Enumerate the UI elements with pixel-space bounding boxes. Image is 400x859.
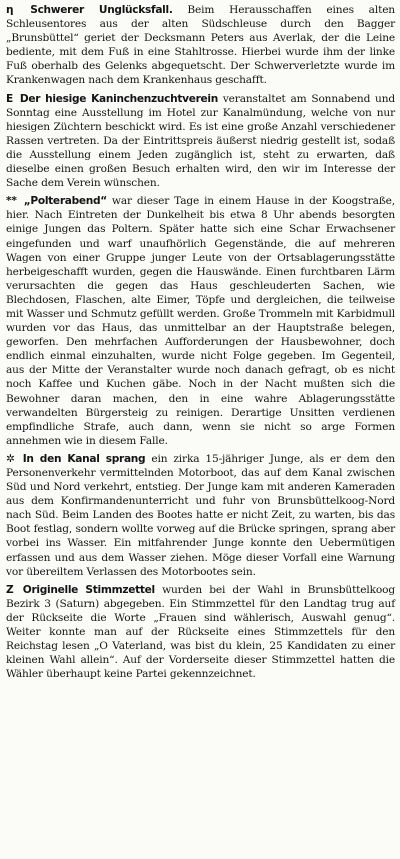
- article-marker: Z: [6, 583, 14, 596]
- article-body: veranstaltet am Sonnabend und Sonntag eine Ausstellung im Hotel zur Kanalmündung, welche von nur hiesigen Züchtern beschickt wird. Es ist eine große Anzahl verschiedener Rassen vertreten. Da der Eintrittspreis äußerst niedrig gestellt ist, sodaß die Ausstellung einem Jeden zugänglich ist, steht zu erwarten, daß dieselbe einen großen Besuch erhalten wird, den wir im Interesse der Sache dem Verein wünschen.: [6, 92, 396, 190]
- article-headline: Der hiesige Kaninchenzuchtverein: [19, 92, 219, 105]
- article-headline: „Polterabend“: [23, 195, 107, 208]
- article-marker: E: [6, 92, 14, 105]
- article-marker: **: [6, 195, 17, 208]
- article-accident: [6, 3, 395, 88]
- article-polterabend: [6, 194, 395, 448]
- article-ballots: [6, 583, 395, 682]
- article-body: war dieser Tage in einem Hause in der Koogstraße, hier. Nach Eintreten der Dunkelheit bis etwa 8 Uhr abends besorgten einige Jungen das Poltern. Später hatte sich eine Schar Erwachsener eingefunden und warf unaufhörlich Gegenstände, die auf mehreren Wagen von einer Gruppe junger Leute von der Ortsablagerungsstätte herbeigeschafft wurden, gegen die Hauswände. Einen furchtbaren Lärm verursachten die gegen das Haus geschleuderten Sachen, wie Blechdosen, Flaschen, alte Eimer, Töpfe und dergleichen, die teilweise mit Wasser und Schmutz gefüllt werden. Große Trommeln mit Karbidmull wurden vor das Haus, das unmittelbar an der Hauptstraße belegen, geworfen. Den mehrfachen Aufforderungen der Hausbewohner, doch endlich einmal einzuhalten, wurde nicht Folge gegeben. Im Gegenteil, aus der Mitte der Veranstalter wurde noch danach gefragt, ob es nicht noch Kaffee und Kuchen gäbe. Noch in der Nacht mußten sich die Bewohner daran machen, den in eine wahre Ablagerungsstätte verwandelten Bürgersteig zu reinigen. Derartige Unsitten verdienen empfindliche Strafe, auch dann, wenn sie nicht so arge Formen annehmen wie in diesem Falle.: [6, 195, 395, 447]
- article-headline: Schwerer Unglücksfall.: [30, 4, 173, 16]
- article-marker: ✲: [6, 452, 15, 465]
- article-body: ein zirka 15-jähriger Junge, als er dem den Personenverkehr vermittelnden Motorboot, das auf dem Kanal zwischen Süd und Nord verkehrt, entstieg. Der Junge kam mit anderen Kameraden aus dem Konfirmandenunterricht und fuhr von Brunsbüttelkoog-Nord nach Süd. Beim Landen des Bootes hatte er nicht Zeit, zu warten, bis das Boot festlag, sondern wollte vorweg auf die Brücke springen, sprang aber vorbei ins Wasser. Ein mitfahrender Junge konnte den Uebermütigen erfassen und aus dem Wasser ziehen. Möge dieser Vorfall eine Warnung vor übereiltem Verlassen des Motorbootes sein.: [6, 452, 396, 578]
- article-rabbit-club: [6, 92, 395, 191]
- article-headline: Originelle Stimmzettel: [22, 583, 155, 596]
- article-body: Beim Herausschaffen eines alten Schleusentores aus der alten Südschleuse durch den Bagger „Brunsbüttel“ geriet der Decksmann Peters aus Averlak, der die Leine bediente, mit dem Fuß in eine Stahltrosse. Hierbei wurde ihm der linke Fuß oberhalb des Gelenks abgequetscht. Der Schwerverletzte wurde im Krankenwagen nach dem Krankenhaus geschafft.: [6, 4, 395, 87]
- article-canal-jump: [6, 452, 395, 579]
- article-body: wurden bei der Wahl in Brunsbüttelkoog Bezirk 3 (Saturn) abgegeben. Ein Stimmzettel für den Landtag trug auf der Rückseite die Worte „Frauen sind wählerisch, Auswahl genug“. Weiter konnte man auf der Rückseite eines Stimmzettels für den Reichstag lesen „O Vaterland, was bist du klein, 25 Kandidaten zu einer kleinen Wahl allein“. Auf der Vorderseite dieser Stimmzettel hatten die Wähler überhaupt keine Partei gekennzeichnet.: [6, 583, 396, 681]
- article-marker: η: [6, 4, 14, 16]
- article-headline: In den Kanal sprang: [22, 452, 146, 465]
